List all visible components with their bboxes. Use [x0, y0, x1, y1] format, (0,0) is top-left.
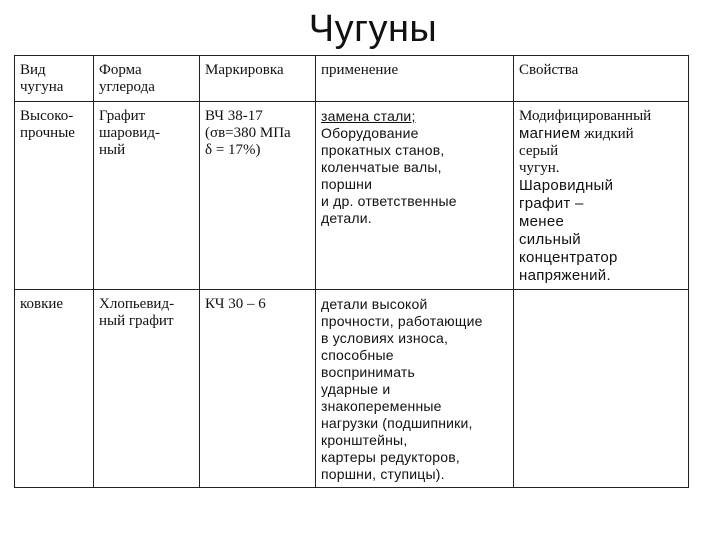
- properties-part-4: Шаровидный графит – менее сильный концентратор напряжений.: [519, 177, 618, 284]
- cell-usage: детали высокой прочности, работающие в условиях износа, способные воспринимать ударные и знакопеременные нагрузки (подшипники, кронштейны, картеры редукторов, поршни, ступицы).: [316, 290, 514, 488]
- header-type: Вид чугуна: [15, 56, 94, 102]
- page-title: Чугуны: [308, 8, 438, 50]
- properties-part-1: Модифицированный: [519, 108, 652, 124]
- cell-usage: [316, 102, 514, 290]
- properties-part-2: магнием: [519, 125, 581, 142]
- header-usage: применение: [316, 56, 514, 102]
- table-row: [15, 102, 689, 290]
- cell-type: ковкие: [15, 290, 94, 488]
- header-carbon-form: Форма углерода: [94, 56, 200, 102]
- cell-carbon-form: Графит шаровид- ный: [94, 102, 200, 290]
- cell-marking: ВЧ 38-17 (σв=380 МПа δ = 17%): [200, 102, 316, 290]
- cell-properties: [514, 290, 689, 488]
- header-marking: Маркировка: [200, 56, 316, 102]
- cell-marking: КЧ 30 – 6: [200, 290, 316, 488]
- table-header-row: [15, 56, 689, 102]
- cast-iron-table: [14, 55, 689, 488]
- header-properties: Свойства: [514, 56, 689, 102]
- cell-carbon-form: Хлопьевид- ный графит: [94, 290, 200, 488]
- cell-type: Высоко- прочные: [15, 102, 94, 290]
- properties-part-3: жидкий серый чугун.: [519, 126, 634, 176]
- table-row: [15, 290, 689, 488]
- usage-rest: Оборудование прокатных станов, коленчатые валы, поршни и др. ответственные детали.: [321, 125, 457, 226]
- usage-first-line: замена стали;: [321, 108, 416, 124]
- cell-properties: [514, 102, 689, 290]
